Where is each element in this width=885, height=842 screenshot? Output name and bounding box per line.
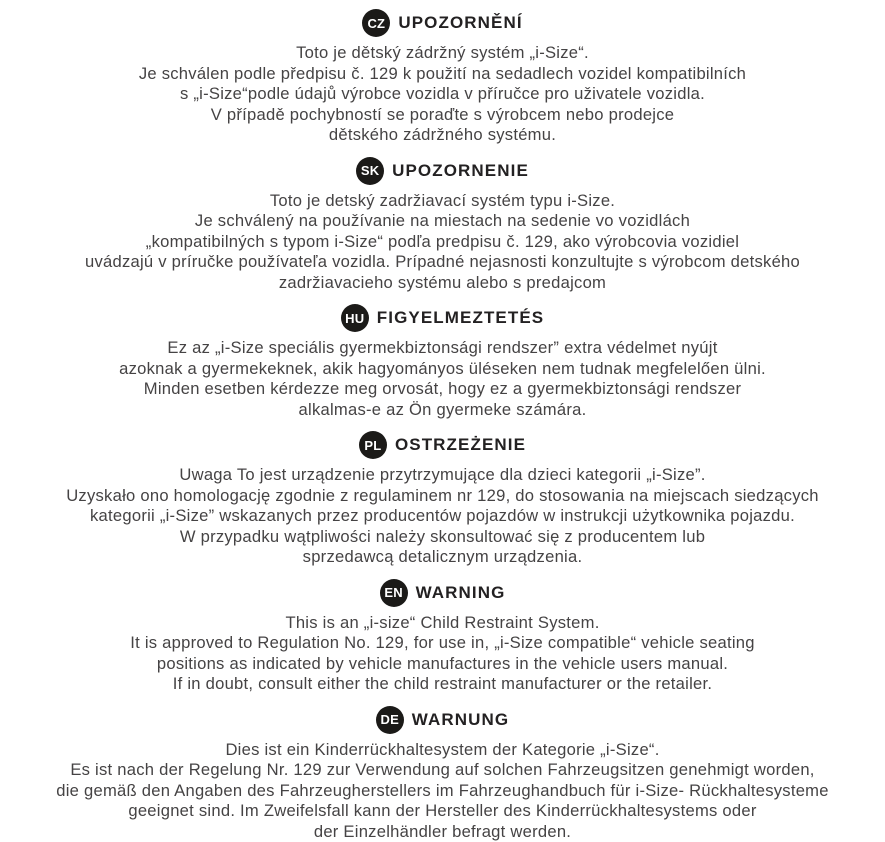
body-line: Uwaga To jest urządzenie przytrzymujące dla dzieci kategorii „i-Size”. xyxy=(0,465,885,486)
body-line: V případě pochybností se poraďte s výrobcem nebo prodejce xyxy=(0,105,885,126)
section-heading xyxy=(0,706,885,734)
body-line: Toto je dětský zádržný systém „i-Size“. xyxy=(0,43,885,64)
section-heading xyxy=(0,304,885,332)
body-line: Toto je detský zadržiavací systém typu i-Size. xyxy=(0,191,885,212)
body-line: sprzedawcą detalicznym urządzenia. xyxy=(0,547,885,568)
body-line: azoknak a gyermekeknek, akik hagyományos üléseken nem tudnak megfelelően ülni. xyxy=(0,359,885,380)
body-line: Je schválený na používanie na miestach na sedenie vo vozidlách xyxy=(0,211,885,232)
warning-section xyxy=(0,706,885,842)
body-line: Es ist nach der Regelung Nr. 129 zur Verwendung auf solchen Fahrzeugsitzen genehmigt worden, xyxy=(0,760,885,781)
body-line: dětského zádržného systému. xyxy=(0,125,885,146)
warning-sections xyxy=(0,9,885,842)
section-body xyxy=(0,613,885,695)
body-line: If in doubt, consult either the child restraint manufacturer or the retailer. xyxy=(0,674,885,695)
body-line: uvádzajú v príručke používateľa vozidla. Prípadné nejasnosti konzultujte s výrobcom detského xyxy=(0,252,885,273)
body-line: This is an „i-size“ Child Restraint System. xyxy=(0,613,885,634)
body-line: W przypadku wątpliwości należy skonsultować się z producentem lub xyxy=(0,527,885,548)
section-title: WARNING xyxy=(416,583,506,603)
warning-section xyxy=(0,431,885,568)
body-line: Je schválen podle předpisu č. 129 k použití na sedadlech vozidel kompatibilních xyxy=(0,64,885,85)
body-line: It is approved to Regulation No. 129, for use in, „i-Size compatible“ vehicle seating xyxy=(0,633,885,654)
section-body xyxy=(0,740,885,842)
language-badge-icon: CZ xyxy=(362,9,390,37)
section-title: UPOZORNĚNÍ xyxy=(398,13,522,33)
section-title: OSTRZEŻENIE xyxy=(395,435,526,455)
body-line: zadržiavacieho systému alebo s predajcom xyxy=(0,273,885,294)
body-line: Uzyskało ono homologację zgodnie z regulaminem nr 129, do stosowania na miejscach siedzących xyxy=(0,486,885,507)
section-body xyxy=(0,465,885,568)
body-line: der Einzelhändler befragt werden. xyxy=(0,822,885,842)
language-badge-icon: DE xyxy=(376,706,404,734)
body-line: „kompatibilných s typom i-Size“ podľa predpisu č. 129, ako výrobcovia vozidiel xyxy=(0,232,885,253)
language-badge-icon: PL xyxy=(359,431,387,459)
language-badge-icon: SK xyxy=(356,157,384,185)
body-line: s „i-Size“podle údajů výrobce vozidla v příručce pro uživatele vozidla. xyxy=(0,84,885,105)
section-body xyxy=(0,191,885,294)
language-badge-icon: HU xyxy=(341,304,369,332)
body-line: Ez az „i-Size speciális gyermekbiztonsági rendszer” extra védelmet nyújt xyxy=(0,338,885,359)
section-heading xyxy=(0,157,885,185)
warning-section xyxy=(0,9,885,146)
body-line: positions as indicated by vehicle manufactures in the vehicle users manual. xyxy=(0,654,885,675)
body-line: die gemäß den Angaben des Fahrzeugherstellers im Fahrzeughandbuch für i-Size- Rückhaltesysteme xyxy=(0,781,885,802)
section-title: UPOZORNENIE xyxy=(392,161,529,181)
section-heading xyxy=(0,579,885,607)
body-line: alkalmas-e az Ön gyermeke számára. xyxy=(0,400,885,421)
body-line: geeignet sind. Im Zweifelsfall kann der Hersteller des Kinderrückhaltesystems oder xyxy=(0,801,885,822)
section-heading xyxy=(0,9,885,37)
body-line: Minden esetben kérdezze meg orvosát, hogy ez a gyermekbiztonsági rendszer xyxy=(0,379,885,400)
section-body xyxy=(0,43,885,146)
warning-section xyxy=(0,304,885,420)
warning-section xyxy=(0,157,885,294)
body-line: kategorii „i-Size” wskazanych przez producentów pojazdów w instrukcji użytkownika pojazdu. xyxy=(0,506,885,527)
section-heading xyxy=(0,431,885,459)
section-title: FIGYELMEZTETÉS xyxy=(377,308,544,328)
body-line: Dies ist ein Kinderrückhaltesystem der Kategorie „i-Size“. xyxy=(0,740,885,761)
section-body xyxy=(0,338,885,420)
language-badge-icon: EN xyxy=(380,579,408,607)
warning-section xyxy=(0,579,885,695)
section-title: WARNUNG xyxy=(412,710,509,730)
